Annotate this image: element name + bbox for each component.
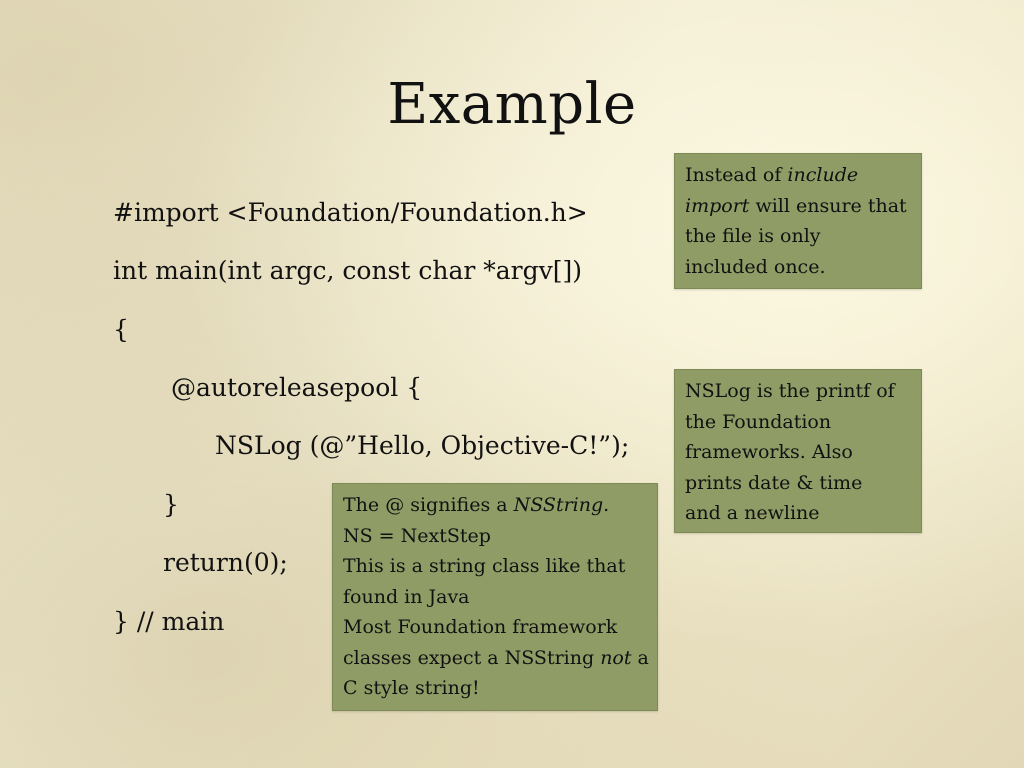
import-note-callout <box>674 153 922 289</box>
nsstring-note-line-7: C style string! <box>343 677 480 699</box>
nsstring-note-line-3: This is a string class like that <box>343 555 626 577</box>
nslog-note-line-4: prints date & time <box>685 471 863 494</box>
nslog-note-line-1: NSLog is the printf of <box>685 380 895 402</box>
import-note-line-4: included once. <box>685 255 826 278</box>
nsstring-note-line-6: classes expect a NSString not a <box>343 646 649 669</box>
code-line-import: #import <Foundation/Foundation.h> <box>113 198 588 227</box>
nslog-note-callout <box>674 369 922 533</box>
nsstring-note-line-4: found in Java <box>343 585 470 608</box>
code-line-close-pool: } <box>163 490 179 519</box>
nsstring-note-line-1: The @ signifies a NSString. <box>343 494 610 516</box>
slide-title: Example <box>387 72 637 137</box>
code-line-return: return(0); <box>163 548 288 577</box>
nslog-note-line-2: the Foundation <box>685 410 832 433</box>
code-line-autoreleasepool: @autoreleasepool { <box>171 373 423 402</box>
nslog-note-line-3: frameworks. Also <box>685 441 853 463</box>
nsstring-note-line-2: NS = NextStep <box>343 524 491 547</box>
import-note-line-1: Instead of include <box>685 164 859 186</box>
import-note-line-3: the file is only <box>685 225 821 247</box>
import-note-line-2: import will ensure that <box>685 194 907 217</box>
nslog-note-line-5: and a newline <box>685 502 820 524</box>
code-line-main-signature: int main(int argc, const char *argv[]) <box>113 256 583 285</box>
code-line-nslog: NSLog (@”Hello, Objective-C!”); <box>215 431 630 460</box>
nsstring-note-callout <box>332 483 658 711</box>
code-line-open-brace: { <box>113 315 129 344</box>
nsstring-note-line-5: Most Foundation framework <box>343 616 618 638</box>
code-line-close-main: } // main <box>113 607 225 636</box>
